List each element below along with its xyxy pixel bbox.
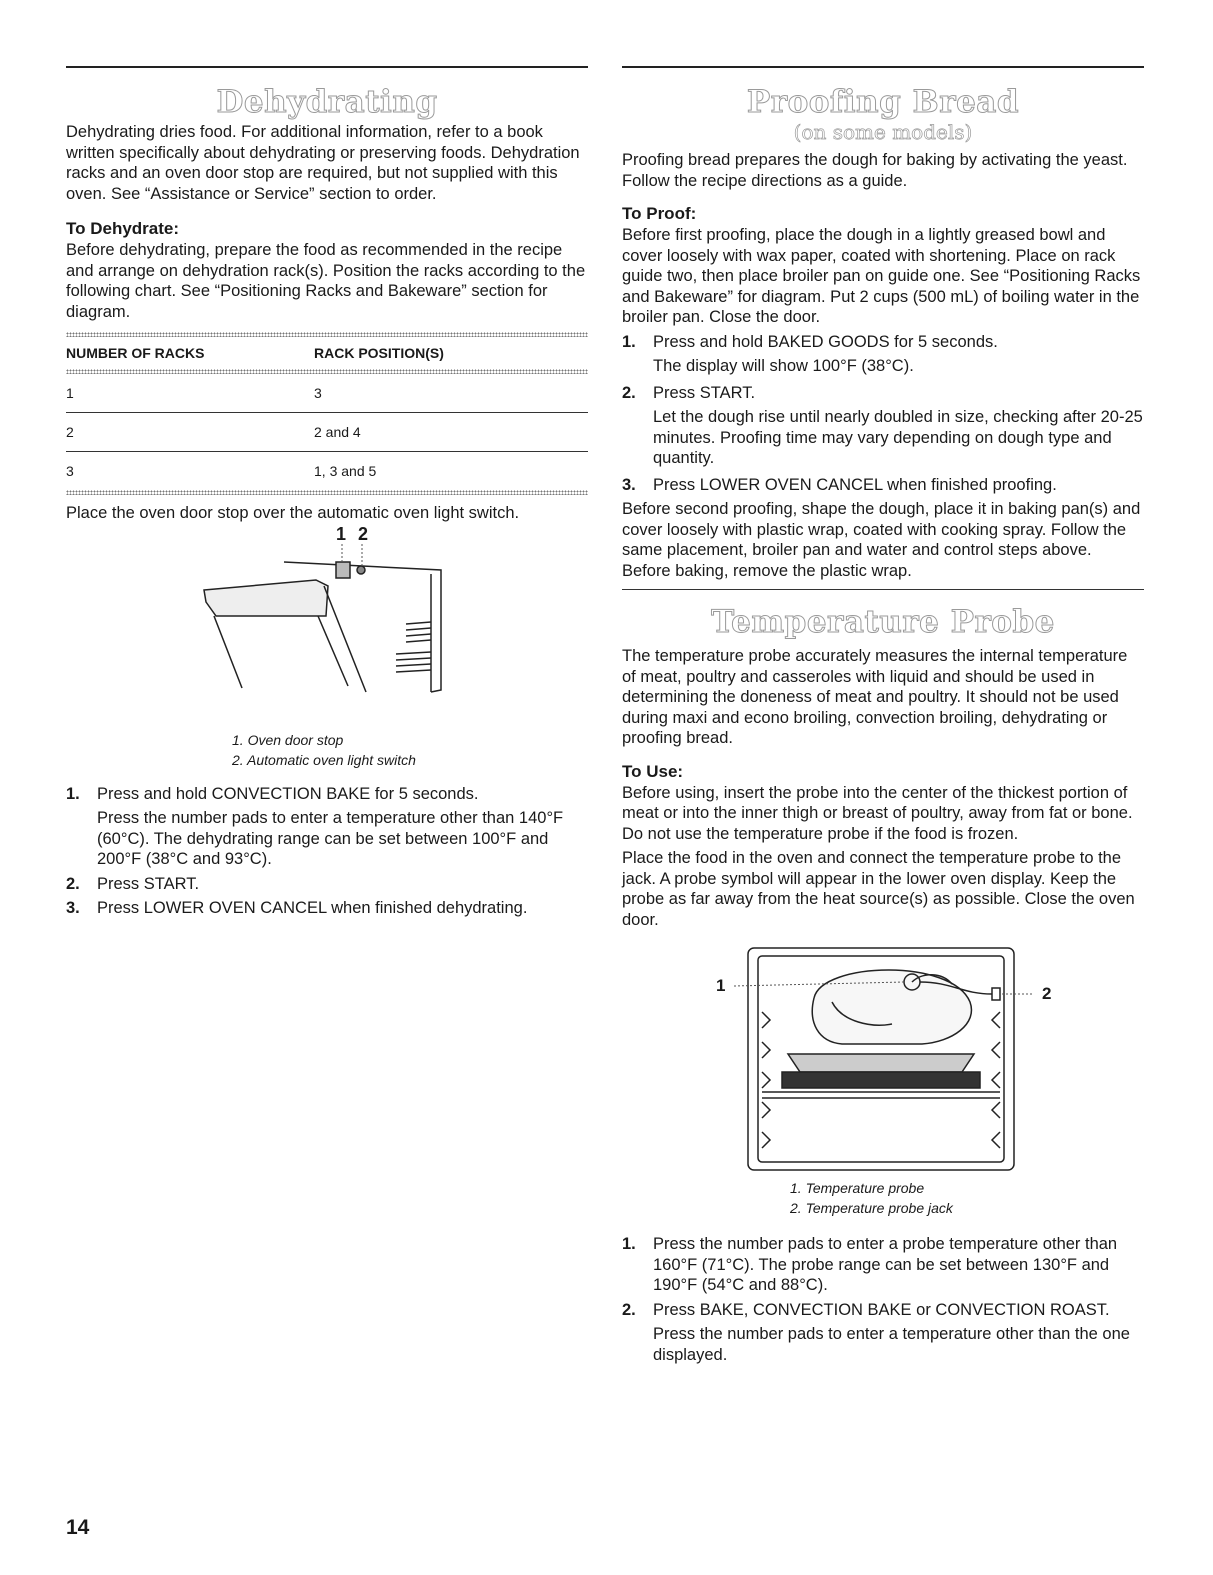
step-item [66,898,588,919]
step-number: 3. [622,475,636,494]
cell-racks: 1 [66,374,314,413]
caption-line: 1. Oven door stop [232,731,344,748]
step-number: 3. [66,899,80,917]
probe-intro: The temperature probe accurately measures the internal temperature of meat, poultry and casseroles with liquid and should be used in determining the doneness of meat and poultry. It should not be used during maxi and econo broiling, convection broiling, dehydrating or proofing bread. [622,647,1128,747]
caption-line: 2. Automatic oven light switch [232,751,416,768]
step-item [622,1234,1144,1296]
step-detail: The display will show 100°F (38°C). [653,357,914,375]
step-text: Press START. [97,874,200,893]
to-use-heading: To Use: [622,761,684,781]
rack-table-wrapper [66,332,588,495]
dehydrating-intro: Dehydrating dries food. For additional information, refer to a book written specifically about dehydrating or preserving foods. Dehydration racks and an oven door stop are required, but not supplied with this oven. See “Assistance or Service” section to order. [66,123,580,203]
oven-door-figure [66,523,588,732]
table-dotted-rule [66,490,588,495]
step-item [622,1300,1144,1366]
probe-instructions-1: Before using, insert the probe into the center of the thickest portion of meat or into the inner thigh or breast of poultry, away from fat or bone. Do not use the temperature probe if the food is frozen. [622,783,1133,843]
table-row [66,374,588,413]
step-text: Press and hold BAKED GOODS for 5 seconds. [653,332,998,351]
step-item [622,332,1144,377]
probe-title: Temperature Probe [711,604,1055,640]
header-number-of-racks: NUMBER OF RACKS [66,345,205,361]
callout-1: 1 [716,976,726,995]
second-proofing-text: Before second proofing, shape the dough, place it in baking pan(s) and cover loosely with plastic wrap, coated with cooking spray. Follow the same placement, broiler pan and water and control steps above. Before baking, remove the plastic wrap. [622,500,1141,580]
step-item [622,383,1144,469]
section-rule [66,66,588,68]
proofing-title: Proofing Bread [746,84,1020,120]
cell-racks: 2 [66,413,314,452]
rack-position-rows [66,374,588,490]
dehydrate-steps [66,784,588,919]
table-row [66,452,588,491]
rack-position-table [66,337,588,369]
oven-probe-illustration [622,942,1144,1178]
step-item [622,475,1144,496]
dehydrating-title: Dehydrating [216,84,438,120]
step-number: 2. [622,383,636,402]
caption-line: 2. Temperature probe jack [790,1200,953,1216]
probe-figure [622,942,1144,1178]
table-header-row [66,337,588,369]
header-rack-positions: RACK POSITION(S) [314,345,444,361]
caption-line: 1. Temperature probe [790,1180,925,1196]
probe-steps [622,1234,1144,1365]
proof-steps [622,332,1144,496]
to-proof-heading: To Proof: [622,204,697,223]
proofing-intro: Proofing bread prepares the dough for baking by activating the yeast. Follow the recipe directions as a guide. [622,151,1128,190]
dehydrating-section [66,66,588,919]
proof-instructions: Before first proofing, place the dough in a lightly greased bowl and cover loosely with wax paper, coated with shortening. Place on rack guide two, then place broiler pan on guide one. See “Positioning Racks and Bakeware” for diagram. Put 2 cups (500 mL) of boiling water in the broiler pan. Close the door. [622,226,1141,326]
step-detail: Press the number pads to enter a temperature other than 140°F (60°C). The dehydrating range can be set between 100°F and 200°F (38°C and 93°C). [97,809,564,868]
callout-1: 1 [336,523,347,544]
step-text: Press the number pads to enter a probe temperature other than 160°F (71°C). The probe range can be set between 130°F and 190°F (54°C and 88°C). [653,1235,1118,1294]
to-dehydrate-heading: To Dehydrate: [66,219,180,238]
cell-positions: 3 [314,374,588,413]
step-text: Press BAKE, CONVECTION BAKE or CONVECTION ROAST. [653,1300,1110,1319]
section-rule [622,66,1144,68]
table-row [66,413,588,452]
probe-instructions-2: Place the food in the oven and connect the temperature probe to the jack. A probe symbol will appear in the lower oven display. Keep the probe as far away from the heat source(s) as possible. Close the oven door. [622,849,1135,929]
door-stop-instruction: Place the oven door stop over the automatic oven light switch. [66,504,520,522]
figure-caption [66,730,588,770]
dehydrate-instructions: Before dehydrating, prepare the food as recommended in the recipe and arrange on dehydration rack(s). Position the racks according to the following chart. See “Positioning Racks and Bakeware” section for diagram. [66,241,586,321]
section-rule [622,589,1144,590]
step-item [66,784,588,870]
step-number: 1. [66,784,80,803]
cell-racks: 3 [66,463,74,479]
step-text: Press START. [653,383,756,402]
step-item [66,874,588,895]
step-detail: Press the number pads to enter a temperature other than the one displayed. [653,1325,1130,1364]
step-text: Press LOWER OVEN CANCEL when finished dehydrating. [97,899,528,917]
callout-2: 2 [358,523,369,544]
oven-door-illustration [66,532,588,732]
figure-caption [622,1178,1144,1218]
cell-positions: 2 and 4 [314,413,588,452]
step-text: Press and hold CONVECTION BAKE for 5 seconds. [97,784,479,803]
page-number: 14 [66,1516,90,1539]
cell-positions: 1, 3 and 5 [314,463,377,479]
proofing-subtitle: (on some models) [793,120,973,144]
step-text: Press LOWER OVEN CANCEL when finished proofing. [653,475,1057,494]
step-detail: Let the dough rise until nearly doubled in size, checking after 20-25 minutes. Proofing time may vary depending on dough type and quantity. [653,408,1143,467]
right-column [622,66,1144,1365]
callout-2: 2 [1042,984,1052,1003]
step-number: 2. [622,1300,636,1319]
step-number: 2. [66,874,80,893]
step-number: 1. [622,1235,636,1253]
step-number: 1. [622,332,636,351]
